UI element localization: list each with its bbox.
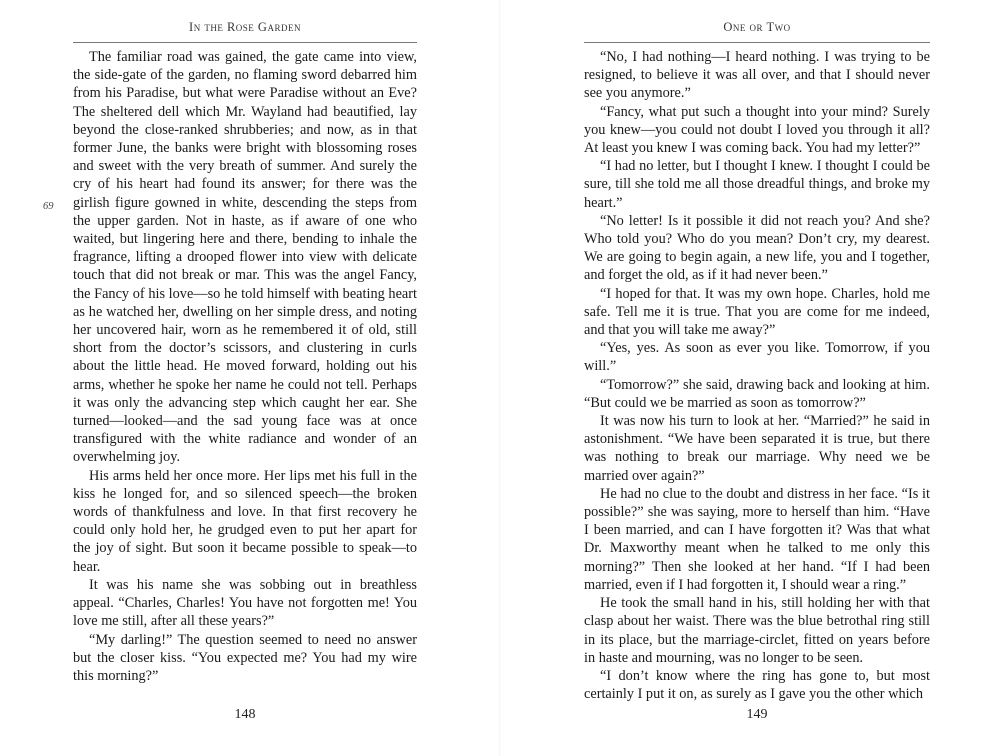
left-header-rule: [73, 42, 417, 43]
paragraph: “Tomorrow?” she said, drawing back and looking at him. “But could we be married as soon as tomorrow?”: [584, 376, 930, 411]
paragraph: “No letter! Is it possible it did not reach you? And she? Who told you? Who do you mean? Don’t cry, my dearest. We are going to begin again, a new life, you and I together, and forget the old, as if it had never been.”: [584, 212, 930, 284]
paragraph: He had no clue to the doubt and distress in her face. “Is it possible?” she was saying, more to herself than him. “Have I been married, and can I have forgotten it? Was that what Dr. Maxworthy meant when he talked to me only this morning?” Then she looked at her hand. “If I had been married, even if I had forgotten it, I should wear a ring.”: [584, 485, 930, 593]
paragraph: “Fancy, what put such a thought into your mind? Surely you knew—you could not doubt I loved you through it all? At least you knew I was coming back. You had my letter?”: [584, 103, 930, 157]
right-header-rule: [584, 42, 930, 43]
left-page: [73, 0, 417, 756]
paragraph: “Yes, yes. As soon as ever you like. Tomorrow, if you will.”: [584, 340, 930, 375]
right-page-number: 149: [746, 707, 768, 722]
paragraph: “No, I had nothing—I heard nothing. I was trying to be resigned, to believe it was all over, and that I should never see you anymore.”: [584, 49, 930, 102]
paragraph: “My darling!” The question seemed to need no answer but the closer kiss. “You expected me? You had my wire this morning?”: [73, 631, 417, 684]
right-running-head: One or Two: [723, 20, 791, 34]
paragraph: It was his name she was sobbing out in breathless appeal. “Charles, Charles! You have not forgotten me! You love me still, after all these years?”: [73, 576, 417, 630]
left-page-text: [73, 48, 417, 685]
left-running-head: In the Rose Garden: [189, 20, 301, 34]
paragraph: He took the small hand in his, still holding her with that clasp about her waist. There was the blue betrothal ring still in its place, but the marriage-circlet, fitted on years before in haste and mourning, was no longer to be seen.: [584, 595, 930, 666]
paragraph: “I don’t know where the ring has gone to, but most certainly I put it on, as surely as I gave you the other which: [584, 667, 930, 703]
paragraph: It was now his turn to look at her. “Married?” he said in astonishment. “We have been separated it is true, but there was nothing to break our marriage. Why need we be married over again?”: [584, 413, 930, 484]
paragraph: His arms held her once more. Her lips met his full in the kiss he longed for, and so silenced speech—the broken words of thankfulness and love. In that first recovery he could only hold her, he grudged even to put her apart for the joy of sight. But soon it became possible to speak—to hear.: [73, 467, 417, 575]
left-page-number: 148: [234, 707, 256, 722]
paragraph: “I hoped for that. It was my own hope. Charles, hold me safe. Tell me it is true. That you are come for me indeed, and that you will take me away?”: [584, 285, 930, 339]
paragraph: “I had no letter, but I thought I knew. I thought I could be sure, till she told me all those dreadful things, and broke my heart.”: [584, 158, 930, 211]
right-page-text: [584, 48, 930, 703]
right-page: [584, 0, 930, 756]
book-gutter: [499, 0, 501, 756]
paragraph: The familiar road was gained, the gate came into view, the side-gate of the garden, no flaming sword debarred him from his Paradise, but what were Paradise without an Eve? The sheltered dell which Mr. Wayland had beautified, lay beyond the close-ranked shrubberies; and now, as in that former June, the banks were bright with blossoming roses and sweet with the very breath of summer. And surely the cry of his heart had found its answer; for there was the girlish figure gowned in white, descending the steps from the upper garden. Not in haste, as if aware of one who waited, but lingering here and there, bending to inhale the fragrance, lifting a drooped flower into view with delicate touch that did not break or mar. This was the angel Fancy, the Fancy of his love—so he told himself with beating heart as he watched her, dwelling on her simple dress, and noting her uncovered hair, worn as he remembered it of old, still short from the doctor’s scissors, and clustering in curls about the little head. He moved forward, holding out his arms, whether he spoke her name he could not tell. Perhaps it was only the advancing step which caught her ear. She turned—looked—and the sad young face was at once transfigured with the white radiance and wonder of an overwhelming joy.: [73, 49, 417, 466]
margin-line-number: 69: [43, 201, 54, 212]
